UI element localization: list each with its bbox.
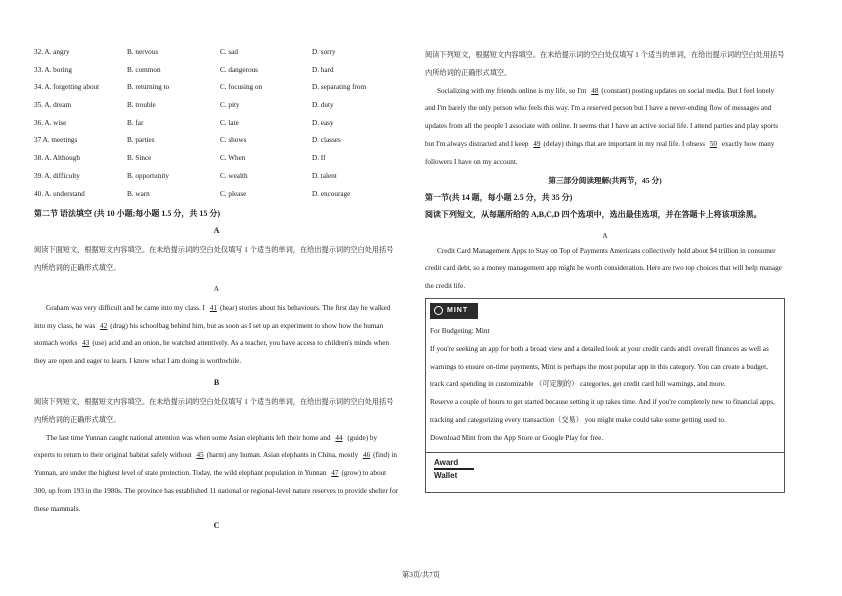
option-row [34,154,399,172]
mint-logo-icon [434,306,443,315]
reading-intro: Credit Card Management Apps to Stay on Top of Payments Americans collectively hold about $4 trillion in consumer credit card debt, so a money management app might be worth consideration. Here are two top choices that will help manage the credit life. [425,246,782,291]
option-item: C. late [220,118,239,127]
option-item: B. parties [127,136,155,145]
sec1-heading: 第一节(共 14 题，每小题 2.5 分，共 35 分) [425,192,573,202]
box-paragraph-3: Download Mint from the App Store or Google Play for free. [430,433,604,442]
option-item: B. far [127,118,144,127]
left-column [34,48,399,537]
option-item: C. sad [220,48,238,56]
part3-heading: 第三部分阅读理解(共两节，45 分) [548,175,662,185]
option-item: D. talent [312,171,337,180]
option-item: 35. A. dream [34,101,72,110]
page-footer: 第3页/共7页 [402,571,440,579]
option-item: D. encourage [312,189,351,198]
option-item: D. easy [312,118,334,127]
box-heading: For Budgeting: Mint [430,326,490,335]
options-list [34,48,399,207]
option-item: 37 A. meetings [34,136,78,145]
option-item: D. separating from [312,83,367,92]
mint-logo: MINT [430,303,478,319]
option-row [34,172,399,190]
option-item: B. common [127,65,161,74]
box-paragraph-1: If you're seeking an app for both a broad view and a detailed look at your credit cards and1 overall finances as well as warnings to ensure on-time payments, Mint is perhaps the most popular app in this category. You can create a budget, track card spending in customizable （可定制的） categories, get credit card bill warnings, and more. [430,344,769,389]
passage-a-label: A [213,284,220,293]
sec1-instruction: 阅读下列短文，从每题所给的 A,B,C,D 四个选项中，选出最佳选项，并在答题卡上将该项涂黑。 [425,209,762,219]
box-body [426,321,784,453]
passage-c: Socializing with my friends online is my life, so I'm 48 (constant) posting updates on social media. But I feel lonely and I'm barely the only person who feels this way. I'm a reserved person but I have a never-ending flow of messages and updates from all the people I associate with online. It seems that I have an active social life. I attend parties and play sports but I'm always distracted and I keep 49 (delay) things that are important in my real life. I obsess 50 exactly how many followers I have on my account. [425,86,779,166]
option-item: D. hard [312,65,334,74]
option-item: B. warn [127,189,150,198]
option-item: B. trouble [127,101,156,110]
award-logo-bar [434,468,474,470]
blank-48: 48 [591,86,599,95]
passage-b: The last time Yunnan caught national attention was when some Asian elephants left their home and 44 (guide) by experts to return to their original habitat safely without 45 (harm) any human. Asian elephants in China, mostly 46 (find) in Yunnan, are under the highest level of state protection. Today, the wild elephant population in Yunnan 47 (grow) to about 300, up from 193 in the 1980s. The province has established 11 national or regional-level nature reserves to provide shelter for these mammals. [34,433,399,513]
blank-46: 46 [362,451,371,460]
option-item: 39. A. difficulty [34,171,80,180]
option-item: D. classes [312,136,341,145]
box-footer [426,453,784,492]
instruction-b: 阅读下列短文，根据短文内容填空。在未给提示词的空白处仅填写 1 个适当的单词，在给出提示词的空白处用括号内所给词的正确形式填空。 [34,397,394,424]
option-row [34,48,399,66]
option-item: B. Since [127,154,152,163]
right-column [425,48,785,493]
reading-a-label: A [602,231,608,240]
option-item: 33. A. boring [34,65,72,74]
option-row [34,136,399,154]
passage-a: Graham was very difficult and he came into my class. I 41 (hear) stories about his behaviours. The first day he walked into my class, he was 42 (drag) his schoolbag behind him, but as soon as I set up an experiment to show how the human stomach works 43 (use) acid and an onion, he watched attentively. As a teacher, you have access to children's minds when they are open and eager to learn. I know what I am doing is worthwhile. [34,303,391,366]
option-item: B. nervous [127,48,159,56]
option-item: D. If [312,154,326,163]
instruction-c: 阅读下列短文，根据短文内容填空。在未给提示词的空白处仅填写 1 个适当的单词，在给出提示词的空白处用括号内所给词的正确形式填空。 [425,51,785,77]
box-logo-row [426,299,784,321]
blank-44: 44 [335,433,343,442]
blank-49: 49 [533,139,541,148]
section-c-label: C [213,520,220,530]
option-item: C. shows [220,136,247,145]
blank-43: 43 [82,339,90,348]
blank-42: 42 [100,321,108,330]
blank-47: 47 [331,469,339,478]
awardwallet-logo: Award Wallet [434,458,486,484]
option-item: C. wealth [220,171,248,180]
option-row [34,83,399,101]
option-item: 40. A. understand [34,189,85,198]
blank-50: 50 [709,139,717,148]
blank-45: 45 [196,451,204,460]
option-item: C. When [220,154,246,163]
option-item: D. sorry [312,48,336,56]
option-item: C. pity [220,101,240,110]
option-row [34,66,399,84]
option-item: 36. A. wise [34,118,67,127]
option-item: 38. A. Although [34,154,80,163]
box-paragraph-2: Reserve a couple of hours to get started because setting it up takes time. And if you're completely new to financial apps, tracking and categorizing every transaction（交易） you might make could take some getting used to. [430,398,775,424]
section-b-label: B [213,377,220,387]
option-item: D. duty [312,101,334,110]
option-item: B. returning to [127,83,170,92]
option-row [34,119,399,137]
option-row [34,101,399,119]
option-item: 32. A. angry [34,48,70,56]
section-a-label: A [213,226,220,236]
option-item: C. please [220,189,247,198]
section2-heading: 第二节 语法填空 (共 10 小题;每小题 1.5 分，共 15 分) [34,209,220,219]
app-box [425,298,785,493]
option-item: 34. A. forgetting about [34,83,100,92]
option-row [34,190,399,208]
option-item: B. opportunity [127,171,169,180]
option-item: C. focusing on [220,83,263,92]
option-item: C. dangerous [220,65,258,74]
instruction-a: 阅读下面短文，根据短文内容填空。在未给提示词的空白处仅填写 1 个适当的单词，在给出提示词的空白处用括号内所给词的正确形式填空。 [34,246,394,272]
blank-41: 41 [209,303,217,312]
